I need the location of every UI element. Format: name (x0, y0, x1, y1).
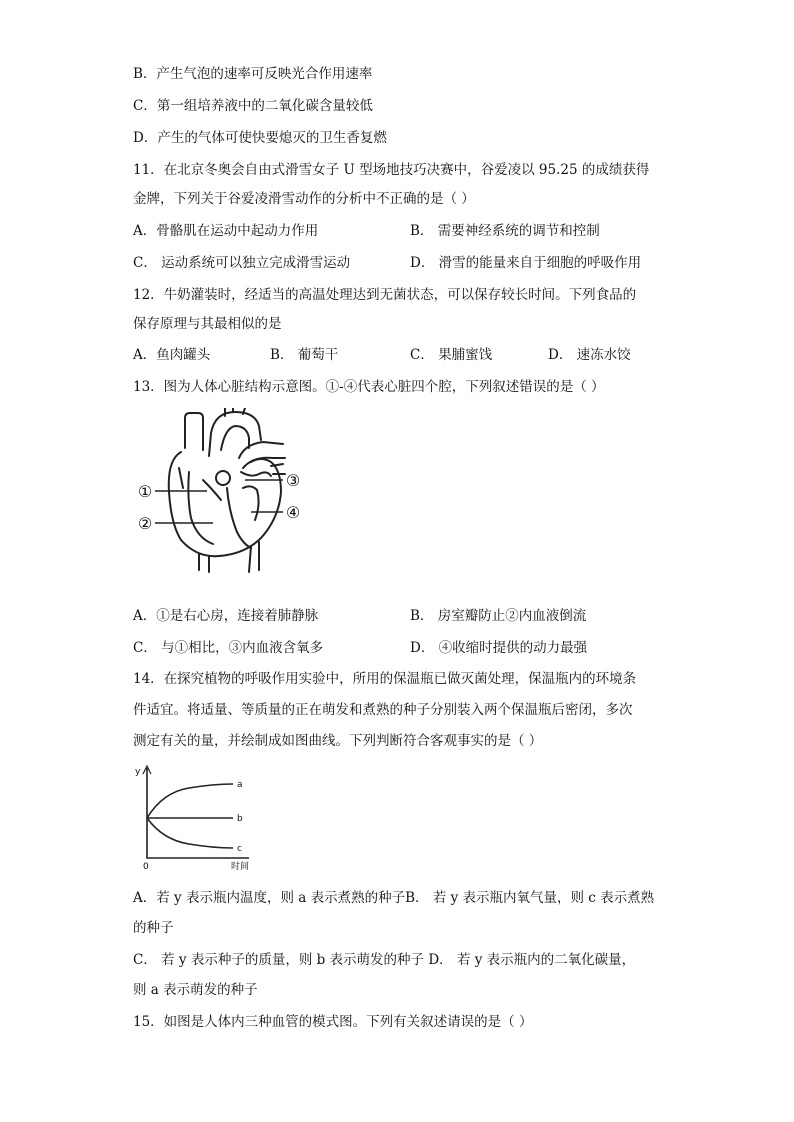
q13-option-a: A．①是右心房，连接着肺静脉 (133, 608, 319, 624)
q10-option-d: D．产生的气体可使快要熄灭的卫生香复燃 (133, 130, 387, 146)
q13-stem: 13．图为人体心脏结构示意图。①-④代表心脏四个腔，下列叙述错误的是（ ） (133, 379, 605, 395)
curve-b-label: b (237, 814, 243, 824)
q14-stem-line2: 件适宜。将适量、等质量的正在萌发和煮熟的种子分别装入两个保温瓶后密闭，多次 (133, 702, 633, 718)
q11-option-c: C． 运动系统可以独立完成滑雪运动 (133, 255, 351, 271)
q14-option-a-b-line1: A．若 y 表示瓶内温度，则 a 表示煮熟的种子B． 若 y 表示瓶内氧气量，则 c 表示煮熟 (133, 890, 655, 906)
q14-option-c-d-line2: 则 a 表示萌发的种子 (133, 982, 258, 998)
q11-option-d: D． 滑雪的能量来自于细胞的呼吸作用 (410, 255, 642, 271)
q11-stem-line1: 11．在北京冬奥会自由式滑雪女子 U 型场地技巧决赛中，谷爱凌以 95.25 的成绩获得 (133, 162, 650, 178)
curve-c-label: c (237, 844, 242, 854)
heart-label-3: ③ (285, 471, 301, 490)
heart-diagram (133, 408, 313, 578)
q12-option-a: A．鱼肉罐头 (133, 347, 211, 363)
q12-stem-line1: 12．牛奶灌装时，经适当的高温处理达到无菌状态，可以保存较长时间。下列食品的 (133, 287, 637, 303)
q13-option-d: D． ④收缩时提供的动力最强 (410, 640, 588, 656)
q13-option-b: B． 房室瓣防止②内血液倒流 (410, 608, 587, 624)
graph-x-axis-label: 时间 (231, 862, 250, 872)
q12-option-b: B． 葡萄干 (270, 347, 339, 363)
q14-stem-line1: 14．在探究植物的呼吸作用实验中，所用的保温瓶已做灭菌处理，保温瓶内的环境条 (133, 671, 637, 687)
q14-option-c-d-line1: C． 若 y 表示种子的质量，则 b 表示萌发的种子 D． 若 y 表示瓶内的二氧化碳量， (133, 952, 636, 968)
heart-label-2: ② (137, 514, 153, 533)
q11-stem-line2: 金牌，下列关于谷爱凌滑雪动作的分析中不正确的是（ ） (133, 191, 475, 207)
q12-option-c: C． 果脯蜜饯 (410, 347, 493, 363)
heart-label-1: ① (137, 482, 153, 501)
curve-a-line (147, 784, 233, 818)
q10-option-b: B．产生气泡的速率可反映光合作用速率 (133, 66, 373, 82)
heart-label-4: ④ (285, 503, 301, 522)
q13-option-c: C． 与①相比，③内血液含氧多 (133, 640, 324, 656)
curve-a-label: a (237, 780, 243, 790)
graph-origin-label: 0 (143, 862, 149, 872)
q14-curve-graph (133, 762, 253, 874)
q11-option-a: A．骨骼肌在运动中起动力作用 (133, 223, 319, 239)
q12-option-d: D． 速冻水饺 (548, 347, 631, 363)
q12-stem-line2: 保存原理与其最相似的是 (133, 316, 282, 332)
curve-c-line (147, 818, 233, 848)
q14-option-a-b-line2: 的种子 (133, 920, 174, 936)
graph-y-axis-label: y (135, 767, 141, 777)
q10-option-c: C．第一组培养液中的二氧化碳含量较低 (133, 98, 373, 114)
q15-stem: 15．如图是人体内三种血管的模式图。下列有关叙述请误的是（ ） (133, 1014, 533, 1030)
q11-option-b: B． 需要神经系统的调节和控制 (410, 223, 600, 239)
q14-stem-line3: 测定有关的量，并绘制成如图曲线。下列判断符合客观事实的是（ ） (133, 733, 543, 749)
